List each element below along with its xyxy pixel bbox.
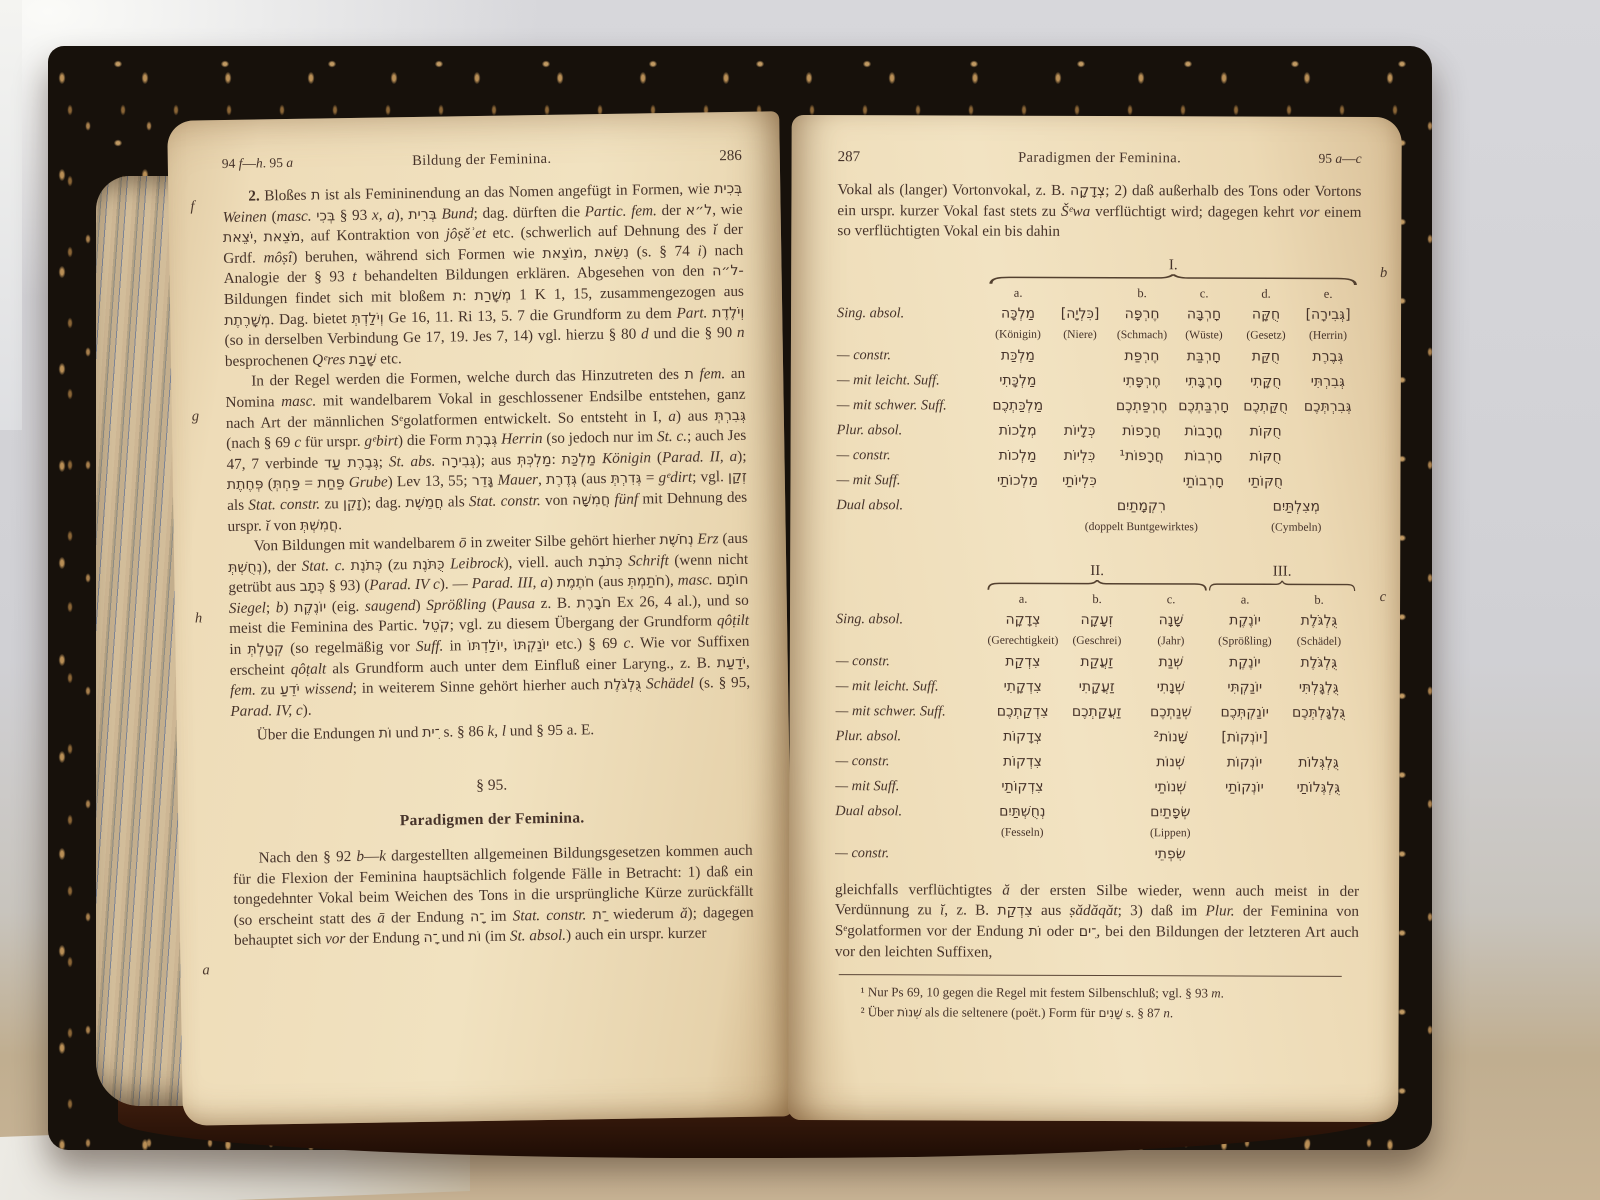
table-cell: (Niere) [1063, 327, 1097, 341]
table-row [835, 824, 1359, 843]
row-label [835, 835, 985, 836]
table2-heading [986, 562, 1208, 591]
table-cell [837, 296, 987, 297]
table-cell: חֳרָבוֹת [1184, 423, 1223, 440]
table-row [836, 674, 1360, 701]
table-cell: חֶרְפָּתִי [1122, 372, 1161, 390]
table-cell: יוֹנֶקֶת [1229, 612, 1261, 629]
margin-letter-h: h [194, 610, 203, 627]
margin-letter-c: c [1379, 588, 1387, 606]
table-cell: e. [1323, 286, 1333, 301]
row-label: — constr. [836, 346, 891, 364]
table-cell: מַלְכַּתְכֶם [992, 397, 1044, 414]
table-cell: (Lippen) [1149, 825, 1191, 840]
section-range-right: 95 a—c [1318, 150, 1362, 166]
row-label: — constr. [836, 446, 891, 464]
paragraph-top: Vokal als (langer) Vortonvokal, z. B. צְדָקָה; 2) daß außerhalb des Tons oder Vortons ein urspr. kurzer Vokal fast stets zu Šᵉwa verflüchtigt wird; dagegen kehrt vor einem so verflüchtigten Vokal ein bis dahin [837, 181, 1362, 241]
footnote-rule [839, 974, 1342, 977]
table-cell: מַלְכוֹת [998, 447, 1037, 464]
running-title-right: Paradigmen der Feminina. [1018, 149, 1182, 167]
table-cell: חָרְבָּתִי [1185, 373, 1223, 390]
page-number-left: 286 [719, 147, 742, 165]
table-cell: גֻּלְגְּלוֹתַי [1296, 779, 1341, 796]
table-cell: גֻּלְגְּלוֹת [1298, 754, 1339, 771]
row-label: — mit schwer. Suff. [836, 396, 947, 414]
table3-heading [1208, 563, 1356, 592]
table-cell: שְׁנָתִי [1156, 678, 1185, 696]
section-title: Paradigmen der Feminina. [399, 809, 585, 830]
table-cell: גֻּלְגָּלְתִּי [1298, 679, 1339, 696]
table-cell: חָרְבָּה [1186, 306, 1222, 323]
table-cell: צְדָקָה [1005, 611, 1041, 628]
paradigm-table-2-3 [835, 562, 1360, 868]
table-cell: חֶרְפַּתְכֶם [1115, 397, 1168, 415]
table-row [835, 841, 1359, 868]
table2-numeral: II. [1090, 562, 1105, 579]
footnote-2: ² Über שְׁנוֹת als die seltenere (poët.) Form für שָׁנִים s. § 87 n. [860, 1003, 1174, 1020]
table-row [837, 368, 1361, 395]
table-cell: גֻּלְגָּלְתְּכֶם [1291, 704, 1346, 721]
table-row [836, 493, 1360, 520]
table-cell: c. [1166, 592, 1176, 607]
table-cell: חָרְבוֹתַי [1182, 473, 1225, 490]
background-sliver [0, 0, 22, 430]
table-cell: b. [1137, 285, 1147, 300]
table-cell: שְׁנוֹתַי [1154, 778, 1187, 796]
table-cell: (Gesetz) [1246, 328, 1286, 342]
table-cell: (Herrin) [1308, 328, 1347, 342]
table-cell: חָרְבַּתְכֶם [1178, 398, 1230, 415]
row-label: Plur. absol. [836, 421, 903, 439]
table-cell: (Schädel) [1296, 634, 1342, 648]
row-label: — mit schwer. Suff. [835, 702, 946, 720]
running-title-left: Bildung der Feminina. [412, 150, 552, 170]
paragraph-bottom: gleichfalls verflüchtigtes ă der ersten Silbe wieder, wenn auch meist in der Verdünnung zu ĭ, z. B. צִדְקַת aus ṣădăqăt; 3) daß im Plur. der Feminina von Sᵉgolatformen vor der Endung וֹת oder ־ִים, bei den Bildungen der letzteren Art auch vor den leichten Suffixen, [834, 880, 1360, 961]
table-cell: חֻקַּת [1251, 348, 1281, 365]
table-cell: (Geschrei) [1072, 633, 1122, 647]
overbrace-icon [1208, 580, 1356, 592]
margin-letter-f: f [190, 198, 195, 215]
row-label: Sing. absol. [837, 304, 905, 322]
table-cell: (Fesseln) [1000, 825, 1044, 839]
margin-letter-b: b [1379, 264, 1388, 282]
table-cell: מַלְכָּתִי [999, 372, 1037, 389]
table-cell: חֲרָפוֹת [1122, 422, 1162, 440]
paragraph-g: In der Regel werden die Formen, welche durch das Hinzutreten des ת fem. an Nomina masc. mit wandelbarem Vokal in geschlossener Endsilbe entstehen, ganz nach Art der männlichen Sᵉgolatformen entwickelt. So entsteht in I, a) aus גְּבִרְתְּ (nach § 69 c für urspr. gᵉbirt) die Form גְּבֶרֶת Herrin (so jedoch nur im St. c.; auch Jes 47, 7 verbinde גְּבֶרֶת עַד; St. abs. גְּבִירָה); aus מַלְכְּתְּ: מַלְכַּת Königin (Parad. II, a); פְּחֶתֶת (פַּחְתְּ = פַּחַת Grube) Lev 13, 55; גָּדֵר Mauer, גְּדֶרֶת (aus גְּדִרְתְּ = gᵉdirt; vgl. זְקַן als Stat. constr. zu זָקֵן); dag. חֲמֵשֶׁת als Stat. constr. von חֲמִשָּׁה fünf mit Dehnung des urspr. ĭ von חֲמִשְׁתְּ. [225, 365, 748, 535]
table-cell: גְּבִרְתְּכֶם [1303, 398, 1352, 415]
table-row [837, 301, 1361, 328]
table-row [837, 443, 1361, 470]
table-cell: זַעֲקָתִי [1078, 678, 1115, 695]
table-cell: זְעָקָה [1080, 611, 1114, 628]
section-number: § 95. [475, 776, 508, 795]
row-label: — constr. [835, 844, 890, 862]
table1-grid [836, 284, 1361, 544]
open-book [48, 46, 1432, 1150]
row-label: — mit Suff. [836, 471, 901, 489]
table-cell: b. [1092, 591, 1102, 606]
table-cell: מַלְכַּת [1000, 347, 1035, 364]
table-cell: צִדְקַת [1005, 653, 1041, 670]
right-page [788, 115, 1402, 1122]
table-row [835, 774, 1359, 801]
table-cell: a. [1018, 591, 1028, 606]
row-label: Dual absol. [836, 496, 904, 514]
table-cell: נְחֻשְׁתַּיִם [999, 803, 1046, 820]
table-cell: חֻקּוֹת [1249, 448, 1282, 465]
paragraph-h: Von Bildungen mit wandelbarem ō in zweiter Silbe gehört hierher נְחֹשֶׁת Erz (aus נְחֻשְׁתְּ), der Stat. c. כְּתֹנֶת (zu כֻּתֹּנֶת Leibrock), viell. auch כְּתֹבֶת Schrift (wenn nicht getrübt aus כְּתָב § 93) (Parad. IV c). — Parad. III, a) חֹתֶמֶת (aus חֹתַמְתְּ), masc. חוֹתָם Siegel; b) יוֹנֶקֶת (eig. saugend) Sprößling (Pausa z. B. חֹבָרֶת Ex 26, 4 al.), und so meist die Feminina des Partic. קֹטֵל; vgl. zu diesem Übergang der Grundform qôṭilt in קְטַלְתְּ (so regelmäßig vor Suff. in יוֹלַדְתּוֹ, יוֹנַקְתּוֹ etc.) § 69 c. Wie vor Suffixen erscheint qôṭalt als Grundform auch unter dem Einfluß einer Laryng., z. B. יֹדַעַת, fem. zu יֹדֵעַ wissend; in weiterem Sinne gehört hierher auch גֻּלְגֹּלֶת Schädel (s. § 95, Parad. IV, c). [228, 529, 751, 720]
table-cell: b. [1314, 592, 1324, 607]
table-cell: צְדָקוֹת [1003, 728, 1043, 745]
table-cell: מְצִלְתַּיִם [1272, 498, 1321, 515]
row-label: — mit Suff. [835, 777, 900, 795]
table-cell: כִּלְיוֹת [1063, 447, 1096, 464]
table-row [837, 326, 1361, 345]
table-row [836, 590, 1360, 609]
table1-numeral: I. [1168, 257, 1178, 274]
table-cell: יוֹנְקוֹתַי [1225, 779, 1264, 796]
table-cell: (Königin) [995, 327, 1041, 341]
table-cell: (Schmach) [1116, 327, 1168, 342]
margin-letter-a: a [202, 962, 210, 979]
table-cell: גֻּלְגֹּלֶת [1300, 654, 1338, 671]
table-cell: a. [1013, 285, 1023, 300]
table-cell: חֶרְפַּת [1124, 347, 1160, 365]
footnote-1: ¹ Nur Ps 69, 10 gegen die Regel mit festem Silbenschluß; vgl. § 93 m. [860, 984, 1224, 1001]
table-cell: a. [1240, 592, 1250, 607]
table-cell: שָׁנָה [1158, 612, 1184, 629]
table3-numeral: III. [1272, 563, 1292, 580]
paragraph-a: Nach den § 92 b—k dargestellten allgemeinen Bildungsgesetzen kommen auch für die Flexion der Feminina hauptsächlich folgende Fälle in Betracht: 1) daß ein tongedehnter Vokal beim Weichen des Tons in die ursprüngliche Kürze zurückfällt (so erscheint statt des ā der Endung ־ָה im Stat. constr. ־ַת wiederum ă); dagegen behauptet sich vor der Endung ־ָה und וֹת (im St. absol.) auch ein urspr. kurzer [232, 841, 754, 950]
paragraph-f: 2. Bloßes ת ist als Femininendung an das Nomen angefügt in Formen, wie בְּכִית Weinen (masc. בְּכִי § 93 x, a), בְּרִית Bund; dag. dürften die Partic. fem. der ל״א, wie יֹצֵאת, מֹצֵאת, auf Kontraktion von jôṣĕʾet etc. (schwerlich auf Dehnung des ĭ der Grdf. môṣî) beruhen, während sich Formen wie מוֹצֵאת, נִשֵּׂאת (s. § 74 i) nach Analogie der § 93 t behandelten Bildungen erklären. Abgesehen von den ל״ה-Bildungen findet sich mit bloßem ת: מְשָׁרַת 1 K 1, 15, zusammengezogen aus מְשָׁרֶתֶת. Dag. bietet וְיֹלַדְתְּ Ge 16, 11. Ri 13, 5. 7 die Grundform zu dem Part. וְיֹלֶדֶת (so in derselben Verbindung Ge 17, 19. Jes 7, 14) vgl. hierzu § 80 d und die § 90 n besprochenen Qᵉres שָׁבַת etc. [222, 180, 745, 370]
table-cell: זַעֲקַתְכֶם [1071, 703, 1122, 720]
table-cell: גְּבֶרֶת [1312, 348, 1344, 365]
table-row [836, 649, 1360, 676]
table-cell: (Wüste) [1185, 328, 1223, 342]
table-cell: כִּלְיוֹתַי [1062, 472, 1097, 489]
table-cell: [גְּבִירָה] [1305, 306, 1351, 323]
table-cell: שִׂפְתֵי [1154, 845, 1186, 863]
table-row [836, 699, 1360, 726]
table-cell: (doppelt Buntgewirktes) [1084, 519, 1198, 534]
row-label: — mit leicht. Suff. [835, 677, 939, 695]
row-label [836, 529, 986, 530]
table23-grid [835, 590, 1360, 868]
table-cell: חֻקּוֹתַי [1247, 473, 1284, 490]
table-row [835, 799, 1359, 826]
table-cell: צִדְקוֹתַי [1001, 778, 1044, 795]
table-cell: צִדְקַתְכֶם [996, 703, 1049, 720]
table-cell: שְׁנַתְכֶם [1149, 703, 1192, 721]
paradigm-table-1 [836, 256, 1361, 544]
table-cell: צִדְקָתִי [1003, 678, 1042, 695]
table-cell: d. [1261, 286, 1271, 301]
table-cell: (Jahr) [1157, 633, 1185, 648]
row-label: — mit leicht. Suff. [836, 371, 940, 389]
page-number-right: 287 [837, 149, 861, 166]
table-cell: c. [1199, 286, 1209, 301]
table-row [835, 749, 1359, 776]
table-row [837, 393, 1361, 420]
left-page-header [222, 148, 742, 173]
table-cell: כְּלָיוֹת [1063, 422, 1096, 439]
table-row [836, 518, 1360, 544]
left-page [167, 111, 795, 1125]
table-cell: חֻקָּה [1251, 306, 1281, 323]
right-page-header [838, 149, 1362, 168]
table-cell: צִדְקוֹת [1003, 753, 1042, 770]
overbrace-icon [986, 579, 1208, 591]
table-row [836, 468, 1360, 495]
table-cell: חֻקָּתִי [1250, 373, 1282, 390]
table-cell: חָרְבוֹת [1184, 448, 1223, 465]
table-cell: גֻּלְגֹּלֶת [1300, 612, 1338, 629]
table-row [836, 632, 1360, 651]
table-cell: גְּבִרְתִּי [1310, 373, 1345, 390]
table-cell: רִקְמָתַיִם [1116, 497, 1166, 515]
table-row [836, 607, 1360, 634]
table23-heading [986, 562, 1356, 591]
table-cell: שָׁנוֹת² [1153, 728, 1188, 746]
row-label [837, 337, 987, 338]
table-cell: חָרְבַּת [1186, 348, 1222, 365]
table-cell: זַעֲקַת [1080, 653, 1114, 670]
table-cell: יוֹנֶקֶת [1228, 654, 1261, 671]
table-row [837, 284, 1361, 303]
row-label: Sing. absol. [835, 610, 904, 628]
table-cell: [כִּלְיָה] [1060, 305, 1100, 322]
section-range: 94 f—h. 95 a [221, 154, 294, 172]
table-cell: מְלָכוֹת [998, 422, 1037, 439]
table-cell: [יוֹנְקוֹת] [1221, 729, 1268, 746]
table-cell: (Cymbeln) [1271, 520, 1322, 534]
table-row [837, 418, 1361, 445]
table-cell: יוֹנַקְתְּכֶם [1220, 704, 1269, 721]
table1-heading [987, 256, 1359, 285]
table-cell: חֻקַּתְכֶם [1243, 398, 1289, 415]
table-cell: חֶרְפָּה [1124, 305, 1160, 323]
table-cell: (Sprößling) [1218, 634, 1272, 648]
row-label: Plur. absol. [835, 727, 902, 745]
table-cell: יוֹנַקְתִּי [1227, 679, 1263, 696]
row-label: — constr. [835, 652, 890, 670]
table-cell: (Gerechtigkeit) [987, 633, 1059, 647]
row-label: Dual absol. [835, 802, 903, 820]
endungen-note: Über die Endungen וֹת und ־ִית s. § 86 k, l und § 95 a. E. [256, 721, 595, 744]
table-cell: שְׂפָתַיִם [1150, 803, 1191, 821]
table-row [837, 343, 1361, 370]
margin-letter-g: g [191, 408, 200, 425]
table-cell [836, 602, 986, 603]
table-cell: שְׁנַת [1158, 654, 1184, 671]
table-row [836, 724, 1360, 751]
row-label [836, 643, 986, 644]
table-cell: יוֹנְקוֹת [1226, 754, 1263, 771]
table-cell: חֻקּוֹת [1249, 423, 1282, 440]
row-label: — constr. [835, 752, 890, 770]
table-cell: חֲרָפוֹת¹ [1119, 447, 1164, 465]
table-cell: שְׁנוֹת [1156, 753, 1185, 771]
table-cell: מַלְכוֹתַי [996, 472, 1039, 489]
table-cell: מַלְכָּה [1001, 305, 1036, 322]
